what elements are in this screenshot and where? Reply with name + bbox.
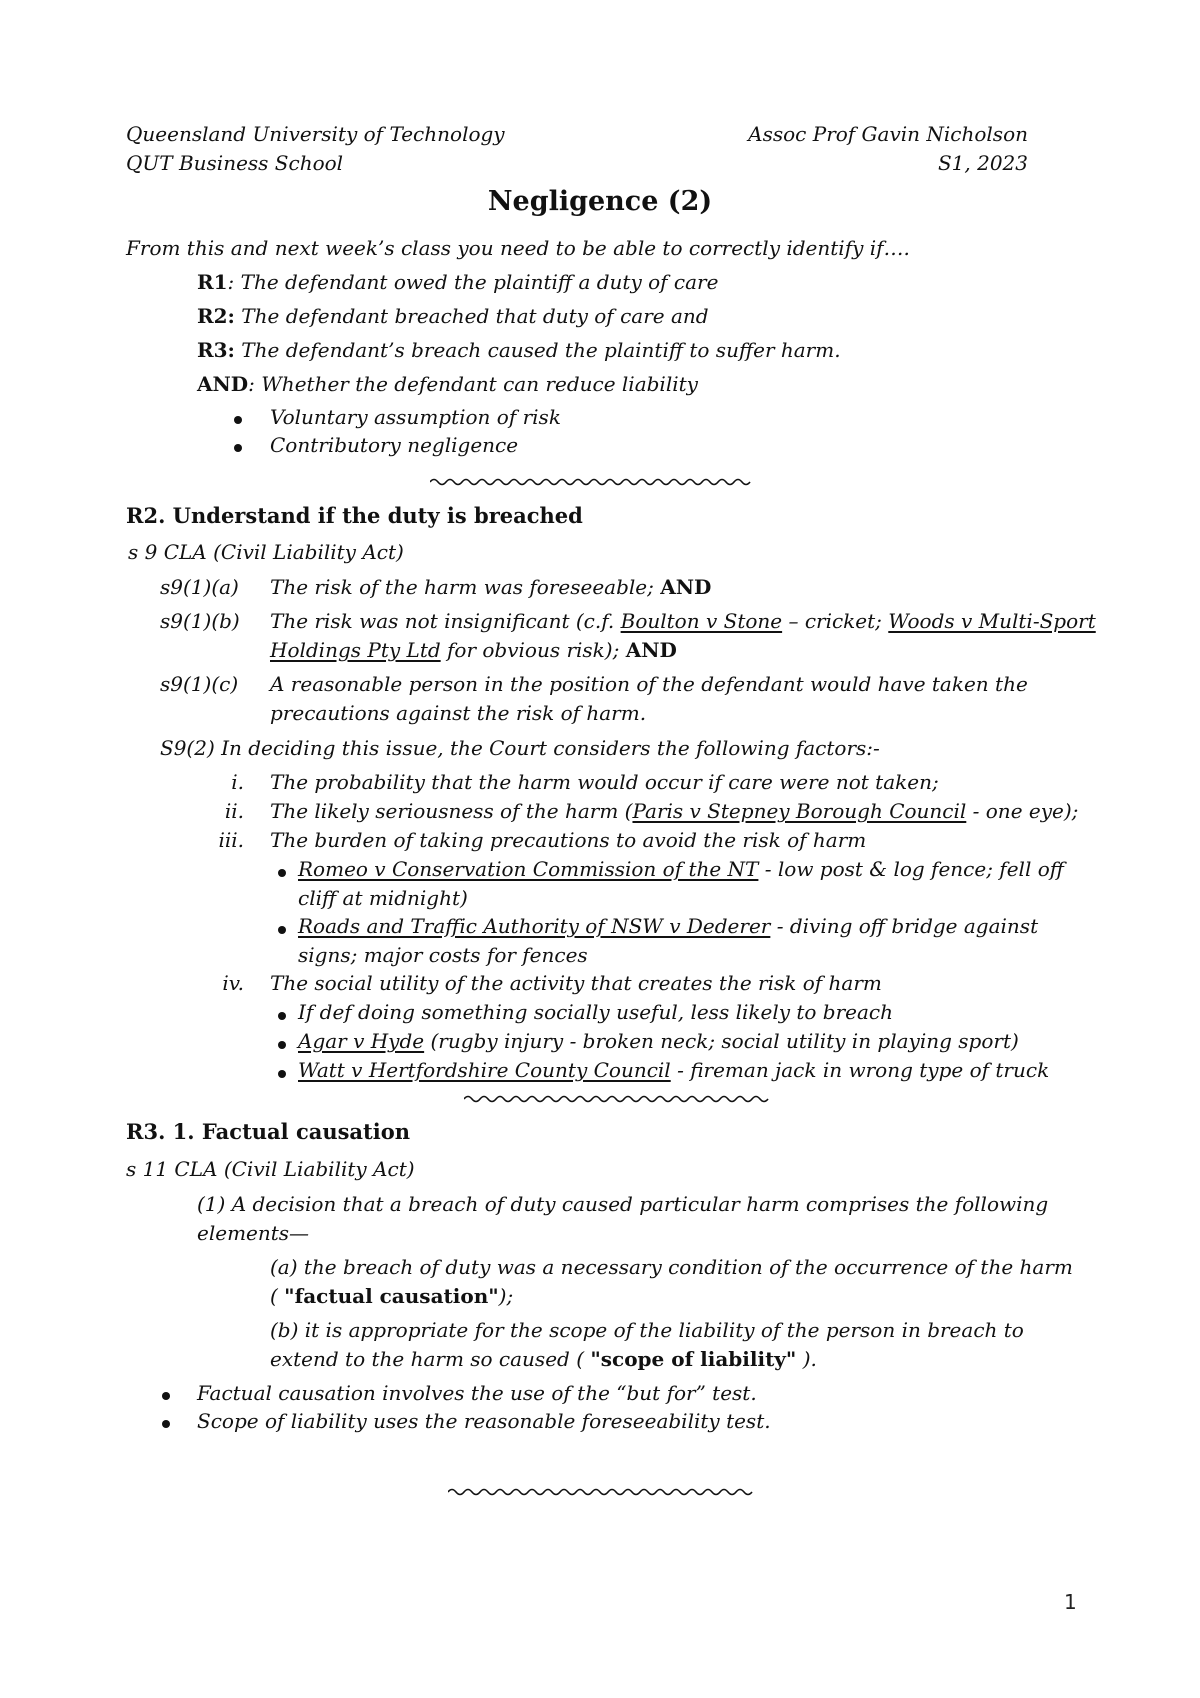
term-scope-of-liability: "scope of liability" bbox=[590, 1347, 797, 1371]
factor-number: iv. bbox=[222, 971, 244, 995]
case-agar-v-hyde: Agar v Hyde bbox=[298, 1029, 425, 1053]
s9b-pre: The risk was not insignificant (c.f. bbox=[270, 609, 615, 633]
factor-post: - one eye); bbox=[966, 799, 1079, 823]
bullet-icon bbox=[278, 869, 286, 877]
bullet-icon bbox=[278, 926, 286, 934]
requirement-label: R1 bbox=[197, 270, 228, 294]
requirement-text: : The defendant owed the plaintiff a duty of care bbox=[227, 270, 719, 294]
s11-para1-line1: (1) A decision that a breach of duty caused particular harm comprises the following bbox=[197, 1192, 1049, 1216]
case-boulton-v-stone: Boulton v Stone bbox=[620, 609, 783, 633]
sub-bullet bbox=[298, 914, 1038, 938]
sub-bullet-cont: signs; major costs for fences bbox=[298, 943, 588, 967]
causation-note: Scope of liability uses the reasonable foreseeability test. bbox=[197, 1409, 771, 1433]
section-heading-r2: R2. Understand if the duty is breached bbox=[126, 503, 583, 528]
factor-text: The probability that the harm would occur if care were not taken; bbox=[270, 770, 939, 794]
section-label: s9(1)(b) bbox=[160, 609, 240, 633]
case-paris-v-stepney: Paris v Stepney Borough Council bbox=[632, 799, 967, 823]
bullet-icon bbox=[234, 444, 242, 452]
factor-text: The burden of taking precautions to avoid the risk of harm bbox=[270, 828, 867, 852]
requirement-label: AND bbox=[197, 372, 249, 396]
bullet-icon bbox=[278, 1070, 286, 1078]
page-title: Negligence (2) bbox=[487, 186, 713, 217]
sub-bullet bbox=[298, 1058, 1049, 1082]
sub-bullet-text: - fireman jack in wrong type of truck bbox=[670, 1058, 1050, 1082]
paren-open: ( bbox=[270, 1284, 285, 1308]
requirement-text: The defendant breached that duty of care and bbox=[234, 304, 709, 328]
sub-bullet-text: - low post & log fence; fell off bbox=[758, 857, 1064, 881]
statute-s11: s 11 CLA (Civil Liability Act) bbox=[126, 1157, 415, 1181]
sub-bullet: If def doing something socially useful, less likely to breach bbox=[298, 1000, 894, 1024]
paren-close: ). bbox=[796, 1347, 817, 1371]
factor-number: iii. bbox=[218, 828, 244, 852]
intro-text: From this and next week’s class you need to be able to correctly identify if…. bbox=[126, 236, 910, 260]
factor-text bbox=[270, 799, 1078, 823]
bullet-icon bbox=[162, 1392, 170, 1400]
bullet-icon bbox=[278, 1041, 286, 1049]
causation-note: Factual causation involves the use of the “but for” test. bbox=[197, 1381, 757, 1405]
s9b-post: for obvious risk); bbox=[447, 638, 620, 662]
s11-para1-line2: elements— bbox=[197, 1221, 310, 1245]
sub-bullet-cont: cliff at midnight) bbox=[298, 886, 468, 910]
sub-bullet bbox=[298, 857, 1064, 881]
section-label: s9(1)(a) bbox=[160, 575, 239, 599]
requirement-label: R2: bbox=[197, 304, 235, 328]
case-watt-v-hertfordshire: Watt v Hertfordshire County Council bbox=[298, 1058, 671, 1082]
s9b-line1 bbox=[270, 609, 1096, 633]
defence-item: Contributory negligence bbox=[270, 433, 519, 457]
s9a-text bbox=[270, 575, 711, 599]
sub-bullet bbox=[298, 1029, 1019, 1053]
bullet-icon bbox=[278, 1012, 286, 1020]
requirement-text: : Whether the defendant can reduce liability bbox=[248, 372, 698, 396]
and-keyword: AND bbox=[625, 638, 677, 662]
s9c-line2: precautions against the risk of harm. bbox=[270, 701, 647, 725]
s9b-mid: – cricket; bbox=[788, 609, 882, 633]
sub-bullet-text: (rugby injury - broken neck; social utility in playing sport) bbox=[424, 1029, 1019, 1053]
statute-s9: s 9 CLA (Civil Liability Act) bbox=[128, 540, 404, 564]
s11-para-a-line2 bbox=[270, 1284, 513, 1308]
factor-number: i. bbox=[231, 770, 244, 794]
s9a-body: The risk of the harm was foreseeable; bbox=[270, 575, 654, 599]
s9-2-intro: S9(2) In deciding this issue, the Court considers the following factors:- bbox=[160, 736, 880, 760]
requirement-r3 bbox=[197, 338, 841, 362]
section-heading-r3: R3. 1. Factual causation bbox=[126, 1119, 410, 1144]
requirement-label: R3: bbox=[197, 338, 235, 362]
page-number: 1 bbox=[1064, 1590, 1077, 1614]
case-romeo: Romeo v Conservation Commission of the NT bbox=[298, 857, 759, 881]
s11-para-b-line2 bbox=[270, 1347, 817, 1371]
para-b-pre: extend to the harm so caused ( bbox=[270, 1347, 591, 1371]
s11-para-b-line1: (b) it is appropriate for the scope of the liability of the person in breach to bbox=[270, 1318, 1024, 1342]
requirement-and bbox=[197, 372, 698, 396]
s11-para-a-line1: (a) the breach of duty was a necessary condition of the occurrence of the harm bbox=[270, 1255, 1073, 1279]
section-label: s9(1)(c) bbox=[160, 672, 239, 696]
defence-item: Voluntary assumption of risk bbox=[270, 405, 561, 429]
case-woods-part1: Woods v Multi-Sport bbox=[888, 609, 1096, 633]
and-keyword: AND bbox=[660, 575, 712, 599]
bullet-icon bbox=[234, 416, 242, 424]
requirement-r1 bbox=[197, 270, 718, 294]
header-university: Queensland University of Technology bbox=[126, 122, 505, 146]
factor-text: The social utility of the activity that creates the risk of harm bbox=[270, 971, 882, 995]
wavy-divider bbox=[464, 1093, 774, 1105]
header-semester: S1, 2023 bbox=[937, 151, 1028, 175]
header-author: Assoc Prof Gavin Nicholson bbox=[748, 122, 1028, 146]
header-school: QUT Business School bbox=[126, 151, 344, 175]
factor-pre: The likely seriousness of the harm ( bbox=[270, 799, 633, 823]
bullet-icon bbox=[162, 1420, 170, 1428]
sub-bullet-text: - diving off bridge against bbox=[770, 914, 1039, 938]
case-rta-v-dederer: Roads and Traffic Authority of NSW v Dederer bbox=[298, 914, 771, 938]
s9b-line2 bbox=[270, 638, 677, 662]
requirement-r2 bbox=[197, 304, 709, 328]
paren-close: ); bbox=[498, 1284, 514, 1308]
wavy-divider bbox=[430, 476, 756, 488]
term-factual-causation: "factual causation" bbox=[284, 1284, 499, 1308]
requirement-text: The defendant’s breach caused the plaintiff to suffer harm. bbox=[234, 338, 841, 362]
factor-number: ii. bbox=[224, 799, 244, 823]
wavy-divider bbox=[448, 1486, 758, 1498]
case-woods-part2: Holdings Pty Ltd bbox=[270, 638, 441, 662]
s9c-line1: A reasonable person in the position of the defendant would have taken the bbox=[270, 672, 1028, 696]
